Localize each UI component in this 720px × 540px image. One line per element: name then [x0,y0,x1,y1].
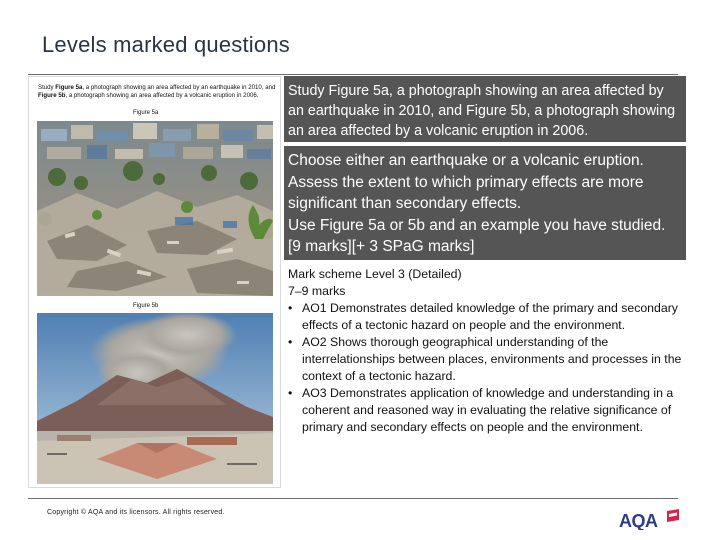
caption-text-2: , a photograph showing an area affected by an earthquake in 2010, and [82,84,276,91]
bullet-text-ao3: AO3 Demonstrates application of knowledge and understanding in a coherent and reasoned way in evaluating the relative significance of primary and secondary effects on people and the environment. [302,386,674,434]
figure-panel [28,76,281,488]
question-box [284,146,686,260]
bullet-text-ao2: AO2 Shows thorough geographical understanding of the interrelationships between places, environments and processes in the context of a tectonic hazard. [302,335,682,383]
mark-scheme-bullet [288,334,700,385]
mark-scheme [288,266,700,436]
top-divider [28,74,678,75]
figure-caption [38,84,276,99]
caption-bold-2: Figure 5b [38,91,66,99]
question-text-1: Choose either an earthquake or a volcanic eruption. Assess the extent to which primary effects are more significant than secondary effects. [288,152,644,212]
volcano-photo [37,313,273,484]
aqa-logo-text: AQA [619,511,658,530]
bullet-marker: • [288,386,293,400]
bullet-marker: • [288,335,293,349]
aqa-logo [619,508,681,530]
mark-scheme-heading: Mark scheme Level 3 (Detailed) [288,267,462,281]
slide-title: Levels marked questions [42,32,290,57]
caption-bold-1: Figure 5a [55,84,83,91]
prompt-box: Study Figure 5a, a photograph showing an area affected by an earthquake in 2010, and Figure 5b, a photograph showing an area affected by a volcanic eruption in 2006. [284,76,686,142]
copyright-notice: Copyright © AQA and its licensors. All rights reserved. [47,509,225,516]
mark-scheme-marks: 7–9 marks [288,284,346,298]
caption-text-1: Study [38,84,56,91]
bullet-marker: • [288,301,293,315]
earthquake-photo [37,121,273,296]
figure-5b-label: Figure 5b [133,303,159,309]
mark-scheme-bullet [288,385,700,436]
figure-5a-label: Figure 5a [133,110,159,116]
bullet-text-ao1: AO1 Demonstrates detailed knowledge of the primary and secondary effects of a tectonic hazard on people and the environment. [302,301,678,332]
question-text-2: Use Figure 5a or 5b and an example you have studied. [9 marks][+ 3 SPaG marks] [288,216,666,255]
mark-scheme-bullet [288,300,700,334]
bottom-divider [28,498,678,499]
caption-text-3: , a photograph showing an area affected by a volcanic eruption in 2006. [65,91,259,99]
logo-flag-icon [667,509,679,522]
